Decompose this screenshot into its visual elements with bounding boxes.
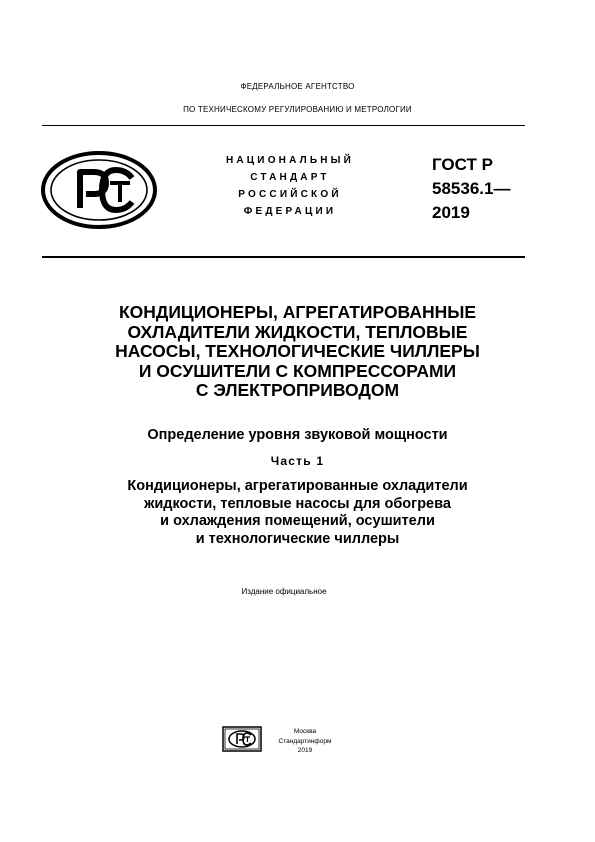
national-line-4: ФЕДЕРАЦИИ <box>243 206 337 217</box>
part-title-line-1: Кондиционеры, агрегатированные охладители <box>127 478 468 494</box>
national-line-1: НАЦИОНАЛЬНЫЙ <box>225 155 355 166</box>
publisher-city: Москва <box>293 728 317 735</box>
title-line-1: КОНДИЦИОНЕРЫ, АГРЕГАТИРОВАННЫЕ <box>118 302 477 322</box>
standard-code-line-3: 2019 <box>432 203 470 222</box>
standartinform-logo-icon <box>222 726 262 752</box>
agency-name-line1: ФЕДЕРАЛЬНОЕ АГЕНТСТВО <box>240 82 355 91</box>
header-thick-rule <box>42 256 525 258</box>
publisher-name: Стандартинформ <box>278 737 332 745</box>
part-title-line-2: жидкости, тепловые насосы для обогрева <box>144 495 451 512</box>
title-line-4: И ОСУШИТЕЛИ С КОМПРЕССОРАМИ <box>138 360 457 381</box>
national-line-3: РОССИЙСКОЙ <box>238 189 342 200</box>
part-title-line-3: и охлаждения помещений, осушители <box>160 513 435 529</box>
standard-code <box>432 153 510 225</box>
publisher-info <box>262 727 348 756</box>
title-line-3: НАСОСЫ, ТЕХНОЛОГИЧЕСКИЕ ЧИЛЛЕРЫ <box>115 341 480 361</box>
part-title-line-4: и технологические чиллеры <box>195 530 400 547</box>
document-title <box>40 303 555 401</box>
part-title <box>40 478 555 548</box>
national-line-2: СТАНДАРТ <box>250 172 330 183</box>
agency-name-line2: ПО ТЕХНИЧЕСКОМУ РЕГУЛИРОВАНИЮ И МЕТРОЛОГИИ <box>183 105 412 114</box>
title-line-2: ОХЛАДИТЕЛИ ЖИДКОСТИ, ТЕПЛОВЫЕ <box>127 321 468 342</box>
standard-code-line-2: 58536.1— <box>432 179 511 198</box>
title-line-5: С ЭЛЕКТРОПРИВОДОМ <box>195 380 400 400</box>
part-number: Часть 1 <box>270 454 325 468</box>
standard-code-line-1: ГОСТ Р <box>432 155 493 174</box>
top-thin-rule <box>42 125 525 126</box>
national-standard-label <box>190 152 390 220</box>
edition-label: Издание официальное <box>241 587 327 596</box>
rst-emblem-icon <box>40 150 158 230</box>
document-subtitle: Определение уровня звуковой мощности <box>147 427 448 443</box>
publisher-year: 2019 <box>297 747 313 754</box>
